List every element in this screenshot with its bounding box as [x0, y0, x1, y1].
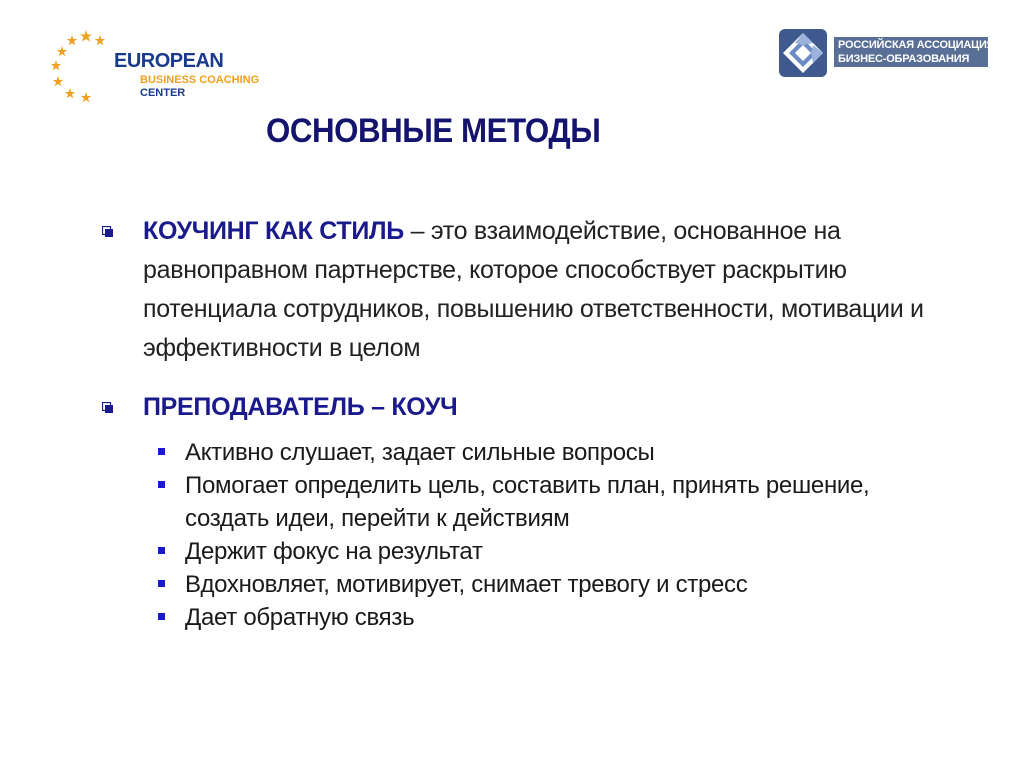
page-title: ОСНОВНЫЕ МЕТОДЫ: [266, 112, 601, 150]
bullet-keyword: ПРЕПОДАВАТЕЛЬ – КОУЧ: [143, 393, 458, 421]
list-item: [185, 568, 945, 601]
list-item: [185, 601, 945, 634]
rabe-logo: [778, 28, 995, 78]
star-ring-icon: [48, 26, 118, 104]
list-item-text: Держит фокус на результат: [185, 538, 483, 565]
rabe-logo-text: [834, 37, 995, 67]
square-bullet-icon: [158, 481, 165, 488]
checkbox-bullet-icon: [102, 226, 113, 237]
ebcc-logo-line1: EUROPEAN: [114, 50, 224, 72]
list-item: [185, 469, 945, 535]
list-item-text: Активно слушает, задает сильные вопросы: [185, 439, 655, 466]
list-item-text: Помогает определить цель, составить план, принять решение, создать идеи, перейти к действиям: [185, 472, 870, 532]
ebcc-logo: [48, 26, 260, 104]
square-bullet-icon: [158, 448, 165, 455]
list-item-text: Дает обратную связь: [185, 604, 415, 631]
square-bullet-icon: [158, 547, 165, 554]
bullet-teacher-coach: [143, 388, 983, 427]
square-bullet-icon: [158, 580, 165, 587]
bullet-keyword: КОУЧИНГ КАК СТИЛЬ: [143, 217, 404, 245]
ebcc-logo-line2: BUSINESS COACHING: [140, 74, 260, 86]
rabe-emblem-icon: [778, 28, 828, 78]
list-item: [185, 436, 945, 469]
teacher-coach-list: [185, 436, 945, 634]
list-item-text: Вдохновляет, мотивирует, снимает тревогу и стресс: [185, 571, 748, 598]
bullet-text: – это взаимодействие, основанное на равноправном партнерстве, которое способствует раскрытию потенциала сотрудников, повышению ответственности, мотивации и эффективности в целом: [143, 217, 924, 362]
bullet-coaching-style: [143, 212, 983, 368]
square-bullet-icon: [158, 613, 165, 620]
ebcc-logo-line3: CENTER: [140, 87, 186, 99]
checkbox-bullet-icon: [102, 402, 113, 413]
rabe-logo-line1: РОССИЙСКАЯ АССОЦИАЦИЯ: [838, 39, 995, 51]
list-item: [185, 535, 945, 568]
rabe-logo-line2: БИЗНЕС-ОБРАЗОВАНИЯ: [838, 53, 970, 65]
